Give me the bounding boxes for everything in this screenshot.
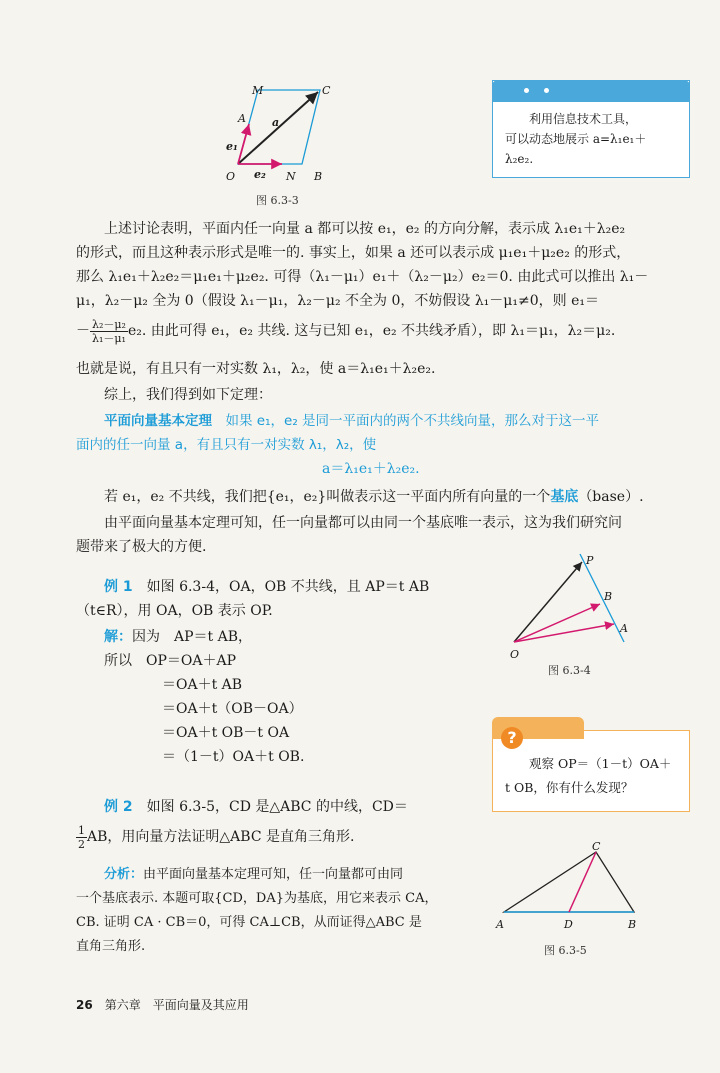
question-icon: ? xyxy=(501,727,523,749)
para1-line-4: μ₁，λ₂－μ₂ 全为 0（假设 λ₁－μ₁，λ₂－μ₂ 不全为 0，不妨假设 λ₁－μ₁≠0，则 e₁＝ xyxy=(76,293,599,309)
fig634-caption: 图 6.3-4 xyxy=(548,664,591,677)
fig634-label-A: A xyxy=(620,622,628,635)
para1-line-5: － $\frac{\text{λ₂－μ₂}}{\text{λ₁－μ₁}}$ e₂. 由此可得 e₁，e₂ 共线. 这与已知 e₁，e₂ 不共线矛盾），即 λ₁＝μ₁，λ₂＝μ₂. xyxy=(76,317,616,345)
basis-line: 若 e₁，e₂ 不共线，我们把{e₁，e₂}叫做表示这一平面内所有向量的一个基底（base）. xyxy=(104,489,644,505)
fig635-label-D: D xyxy=(564,918,573,931)
analysis-line-2: 一个基底表示. 本题可取{CD，DA}为基底，用它来表示 CA， xyxy=(76,891,438,906)
page-number: 26 xyxy=(76,998,93,1012)
example1-solution-line-2: 所以 OP＝OA＋AP xyxy=(104,653,237,669)
fig634-label-P: P xyxy=(586,554,594,567)
figure-6-3-4 xyxy=(500,550,640,660)
analysis-line-1: 分析：由平面向量基本定理可知，任一向量都可由同 xyxy=(104,867,404,882)
question-box xyxy=(492,730,690,812)
label-B: B xyxy=(314,170,323,183)
page-footer xyxy=(76,994,249,1016)
label-a: a xyxy=(272,116,280,129)
example2-question-line-1: 例 2 如图 6.3-5，CD 是△ABC 的中线，CD＝ xyxy=(104,799,408,815)
example1-question-line-2: （t∈R），用 OA，OB 表示 OP. xyxy=(76,603,273,619)
info-box xyxy=(492,80,690,178)
info-line-3: λ₂e₂. xyxy=(505,152,534,166)
example1-solution-line-5: ＝OA＋t OB－t OA xyxy=(162,725,290,741)
info-box-header xyxy=(492,80,690,102)
question-line-2: t OB，你有什么发现？ xyxy=(505,780,634,795)
label-M: M xyxy=(252,84,264,97)
fig635-label-C: C xyxy=(592,840,601,853)
figure-6-3-5 xyxy=(496,840,646,920)
label-C: C xyxy=(322,84,331,97)
para1-line-2: 的形式，而且这种表示形式是唯一的. 事实上，如果 a 还可以表示成 μ₁e₁＋μ₂e₂ 的形式， xyxy=(76,245,631,261)
example1-solution-line-3: ＝OA＋t AB xyxy=(162,677,243,693)
label-A: A xyxy=(238,112,246,125)
example1-question-line-1: 例 1 如图 6.3-4，OA，OB 不共线，且 AP＝t AB xyxy=(104,579,430,595)
para1-line-3: 那么 λ₁e₁＋λ₂e₂＝μ₁e₁＋μ₂e₂. 可得（λ₁－μ₁）e₁＋（λ₂－μ₂）e₂＝0. 由此式可以推出 λ₁－ xyxy=(76,269,649,285)
fig634-label-O: O xyxy=(510,648,520,661)
para2-line-1: 由平面向量基本定理可知，任一向量都可以由同一个基底唯一表示，这为我们研究问 xyxy=(104,515,622,531)
analysis-line-4: 直角三角形. xyxy=(76,939,146,954)
example1-solution-line-4: ＝OA＋t（OB－OA） xyxy=(162,701,303,717)
example2-question-line-2: $\frac{1}{2}$ AB，用向量方法证明△ABC 是直角三角形. xyxy=(78,823,355,851)
theorem-line-1: 平面向量基本定理 如果 e₁，e₂ 是同一平面内的两个不共线向量，那么对于这一平 xyxy=(104,413,600,429)
basis-term: 基底 xyxy=(550,489,579,505)
label-e2: e₂ xyxy=(254,168,266,181)
chapter-label: 第六章 xyxy=(104,998,141,1012)
fig635-caption: 图 6.3-5 xyxy=(544,944,587,957)
label-N: N xyxy=(286,170,296,183)
figure-caption: 图 6.3-3 xyxy=(256,194,299,207)
para1-line-6: 也就是说，有且只有一对实数 λ₁，λ₂，使 a＝λ₁e₁＋λ₂e₂. xyxy=(76,361,436,377)
info-line-2: 可以动态地展示 a=λ₁e₁＋ xyxy=(505,132,647,146)
fig634-label-B: B xyxy=(604,590,613,603)
theorem-line-2: 面内的任一向量 a，有且只有一对实数 λ₁，λ₂，使 xyxy=(76,437,377,453)
example1-solution-line-1: 解：因为 AP＝t AB， xyxy=(104,629,253,645)
fig635-label-B: B xyxy=(628,918,637,931)
summary: 综上，我们得到如下定理： xyxy=(104,387,272,403)
fig635-label-A: A xyxy=(496,918,504,931)
info-line-1: 利用信息技术工具， xyxy=(529,112,638,126)
example1-solution-line-6: ＝（1－t）OA＋t OB. xyxy=(162,749,305,765)
analysis-line-3: CB. 证明 CA · CB＝0，可得 CA⊥CB，从而证得△ABC 是 xyxy=(76,915,422,930)
question-line-1: 观察 OP＝（1－t）OA＋ xyxy=(529,756,672,771)
para1-line-1: 上述讨论表明，平面内任一向量 a 都可以按 e₁，e₂ 的方向分解，表示成 λ₁e₁＋λ₂e₂ xyxy=(104,221,626,237)
para2-line-2: 题带来了极大的方便. xyxy=(76,539,207,555)
theorem-formula: a＝λ₁e₁＋λ₂e₂. xyxy=(322,461,420,477)
chapter-title: 平面向量及其应用 xyxy=(152,998,249,1012)
label-O: O xyxy=(226,170,236,183)
label-e1: e₁ xyxy=(226,140,238,153)
